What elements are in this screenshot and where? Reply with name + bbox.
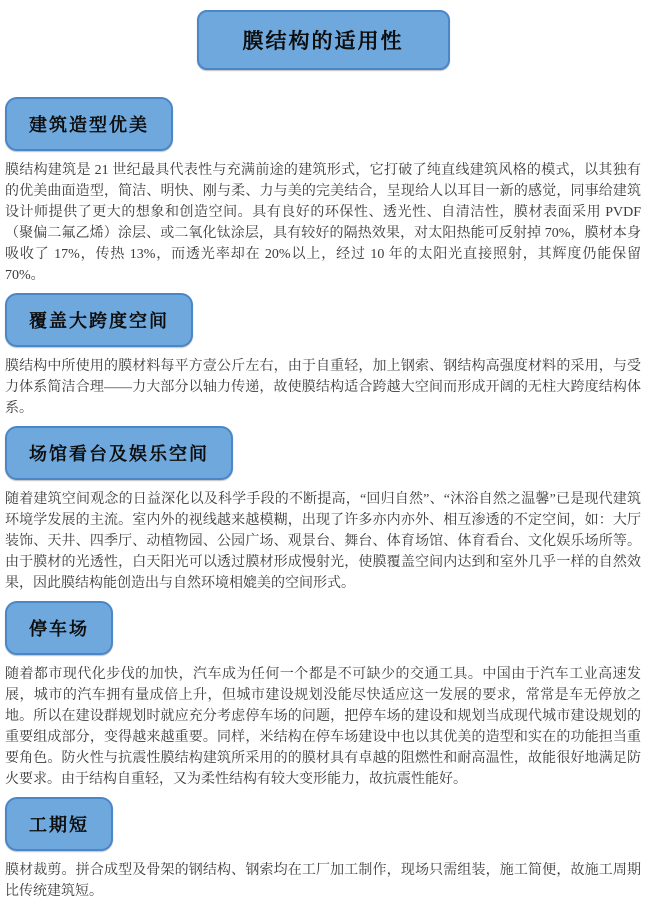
section-heading: 工期短 bbox=[29, 815, 89, 835]
section-heading: 建筑造型优美 bbox=[29, 115, 149, 135]
section-short-schedule bbox=[5, 794, 641, 902]
section-heading-box bbox=[5, 797, 113, 851]
section-building-form bbox=[5, 94, 641, 286]
section-parking bbox=[5, 598, 641, 790]
section-heading: 覆盖大跨度空间 bbox=[29, 311, 169, 331]
section-paragraph: 膜材裁剪。拼合成型及骨架的钢结构、钢索均在工厂加工制作，现场只需组装，施工简便，故施工周期比传统建筑短。 bbox=[5, 863, 641, 899]
section-paragraph: 膜结构建筑是 21 世纪最具代表性与充满前途的建筑形式，它打破了纯直线建筑风格的模式，以其独有的优美曲面造型，简洁、明快、刚与柔、力与美的完美结合，呈现给人以耳目一新的感觉，同事给建筑设计师提供了更大的想象和创造空间。具有良好的环保性、透光性、自清洁性，膜材表面采用 PVDF（聚偏二氟乙烯）涂层、或二氧化钛涂层，具有较好的隔热效果，对太阳热能可反射掉 70%，膜材本身吸收了 17%，传热 13%，而透光率却在 20%以上，经过 10 年的太阳光直接照射，其辉度仍能保留 70%。 bbox=[5, 163, 641, 283]
section-heading: 停车场 bbox=[29, 619, 89, 639]
section-heading: 场馆看台及娱乐空间 bbox=[29, 444, 209, 464]
document-title: 膜结构的适用性 bbox=[242, 29, 404, 53]
section-paragraph: 随着建筑空间观念的日益深化以及科学手段的不断提高，“回归自然”、“沐浴自然之温馨”已是现代建筑环境学发展的主流。室内外的视线越来越模糊，出现了许多亦内亦外、相互渗透的不定空间，如：大厅装饰、天井、四季厅、动植物园、公园广场、观景台、舞台、体育场馆、体育看台、文化娱乐场所等。由于膜材的光透性，白天阳光可以透过膜材形成慢射光，使膜覆盖空间内达到和室外几乎一样的自然效果，因此膜结构能创造出与自然环境相媲美的空间形式。 bbox=[5, 492, 641, 591]
section-paragraph: 随着都市现代化步伐的加快，汽车成为任何一个都是不可缺少的交通工具。中国由于汽车工业高速发展，城市的汽车拥有量成倍上升，但城市建设规划没能尽快适应这一发展的要求，常常是车无停放之地。所以在建设群规划时就应充分考虑停车场的问题，把停车场的建设和规划当成现代城市建设规划的重要组成部分，变得越来越重要。同样，米结构在停车场建设中也以其优美的造型和实在的功能担当重要角色。防火性与抗震性膜结构建筑所采用的的膜材具有卓越的阻燃性和耐高温性，故能很好地满足防火要求。由于结构自重轻，又为柔性结构有较大变形能力，故抗震性能好。 bbox=[5, 667, 641, 787]
section-paragraph: 膜结构中所使用的膜材料每平方壹公斤左右，由于自重轻，加上钢索、钢结构高强度材料的采用，与受力体系简洁合理——力大部分以轴力传递，故使膜结构适合跨越大空间而形成开阔的无柱大跨度结构体系。 bbox=[5, 359, 641, 416]
section-venues-entertainment bbox=[5, 423, 641, 594]
section-heading-box bbox=[5, 601, 113, 655]
section-heading-box bbox=[5, 426, 233, 480]
section-large-span bbox=[5, 290, 641, 419]
section-heading-box bbox=[5, 97, 173, 151]
document-title-box bbox=[197, 10, 450, 70]
section-heading-box bbox=[5, 293, 193, 347]
